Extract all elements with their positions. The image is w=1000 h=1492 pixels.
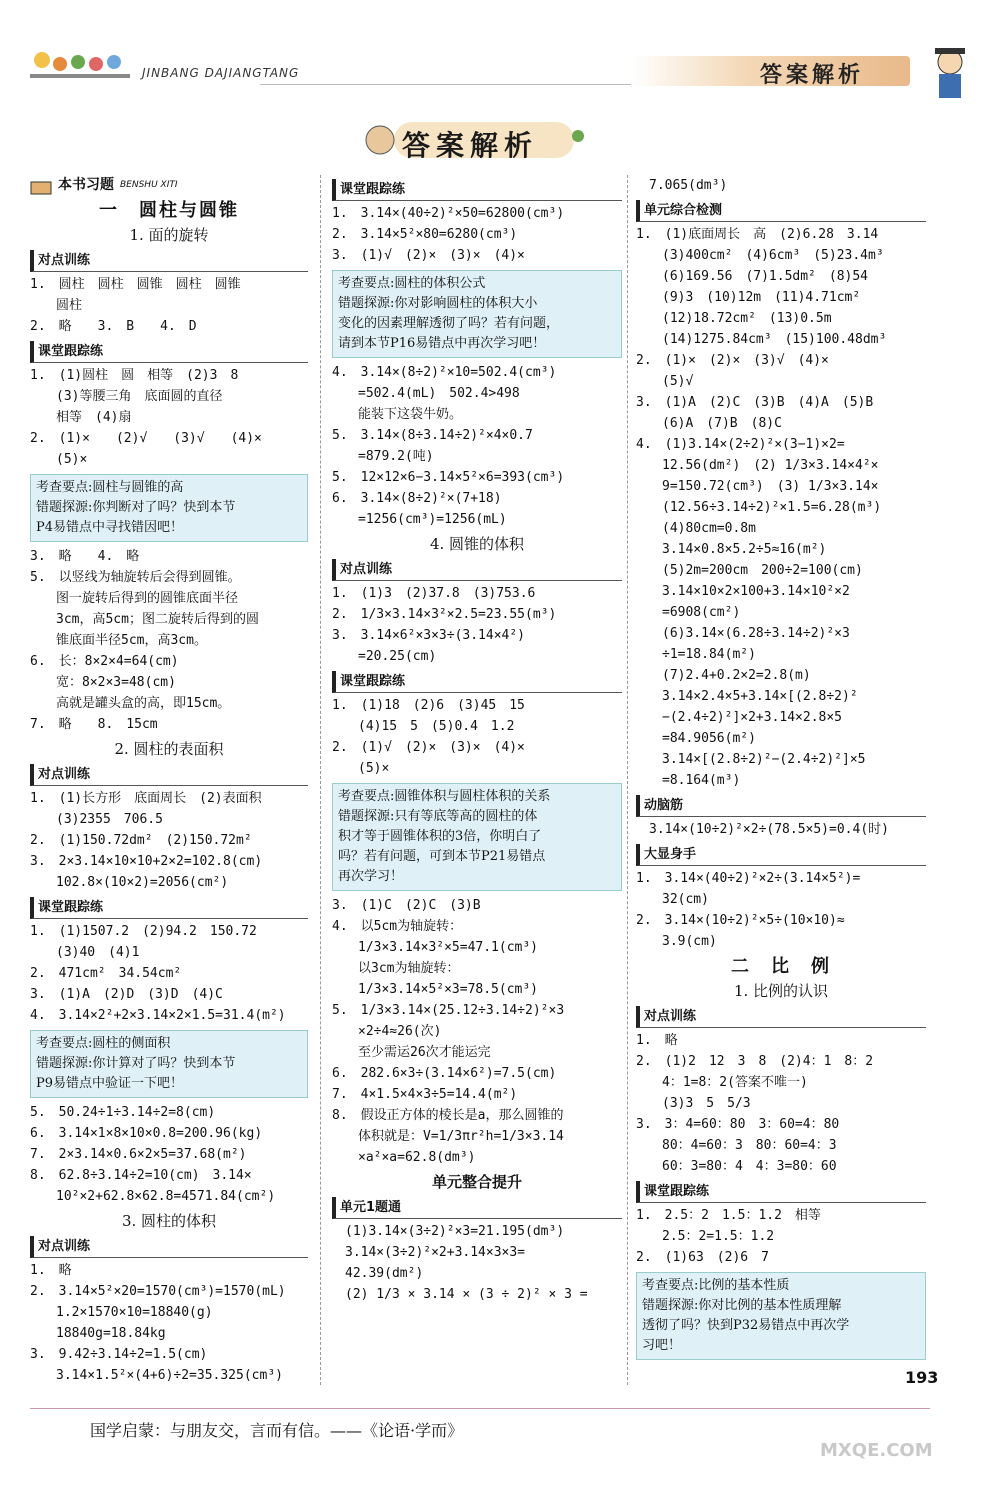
answer-line: 2. (1)√ (2)× (3)× (4)× <box>332 740 525 755</box>
tip-line: 考查要点:圆柱的侧面积 <box>36 1036 171 1051</box>
book-exercises-heading <box>30 175 308 196</box>
answer-line: 1. 略 <box>30 1263 72 1278</box>
answer-line: 宽：8×2×3=48(cm) <box>30 675 176 690</box>
answer-line: 1. (1)3 (2)37.8 (3)753.6 <box>332 586 536 601</box>
section-title: 1. 比例的认识 <box>733 982 829 1000</box>
tip-line: 吗？若有问题，可到本节P21易错点 <box>338 849 546 864</box>
answer-line: 2. (1)× (2)√ (3)√ (4)× <box>30 431 262 446</box>
answer-line: 10²×2+62.8×62.8=4571.84(cm²) <box>30 1189 276 1204</box>
answer-line: 4. 3.14×(8÷2)²×10=502.4(cm³) <box>332 365 557 380</box>
answer-line: ×2÷4≈26(次) <box>332 1024 442 1039</box>
answer-line: 1. 3.14×(40÷2)²×50=62800(cm³) <box>332 206 565 221</box>
tip-line: 透彻了吗？快到P32易错点中再次学 <box>642 1318 850 1333</box>
answer-line: 3. 2×3.14×10×10+2×2=102.8(cm) <box>30 854 263 869</box>
answer-line: 4. 以5cm为轴旋转： <box>332 919 463 934</box>
tip-line: 考查要点:圆柱的体积公式 <box>338 276 486 291</box>
section-title: 1. 面的旋转 <box>129 226 209 244</box>
answer-line: 7.065(dm³) <box>636 178 728 193</box>
answer-line: (4)80cm=0.8m <box>636 521 756 536</box>
footer-quote: 国学启蒙：与朋友交，言而有信。——《论语·学而》 <box>90 1421 464 1440</box>
answer-line: 80：4=60：3 80：60=4：3 <box>636 1138 837 1153</box>
tip-line: 错题探源:你对影响圆柱的体积大小 <box>338 296 538 311</box>
section-label: 对点训练 <box>30 250 308 272</box>
section-title: 3. 圆柱的体积 <box>121 1212 217 1230</box>
answer-line: 1. (1)18 (2)6 (3)45 15 <box>332 698 525 713</box>
tip-line: 请到本节P16易错点中再次学习吧！ <box>338 336 546 351</box>
answer-line: 1. (1)长方形 底面周长 (2)表面积 <box>30 791 262 806</box>
answer-line: ÷1=18.84(m²) <box>636 647 756 662</box>
answer-line: 1. 2.5：2 1.5：1.2 相等 <box>636 1208 821 1223</box>
answer-line: 2. 471cm² 34.54cm² <box>30 966 182 981</box>
answer-line: 5. 1/3×3.14×(25.12÷3.14÷2)²×3 <box>332 1003 565 1018</box>
answer-line: 5. 3.14×(8÷3.14÷2)²×4×0.7 <box>332 428 533 443</box>
answer-line: 4. (1)3.14×(2÷2)²×(3−1)×2= <box>636 437 845 452</box>
banner-title: 答案解析 <box>402 129 539 162</box>
answer-line: 3. 略 4. 略 <box>30 549 140 564</box>
answer-line: 8. 62.8÷3.14÷2=10(cm) 3.14× <box>30 1168 252 1183</box>
answer-line: 60：3=80：4 4：3=80：60 <box>636 1159 837 1174</box>
column-2 <box>332 175 622 1305</box>
tip-box <box>332 270 622 358</box>
answer-line: 2. 3.14×5²×80=6280(cm³) <box>332 227 518 242</box>
answer-line: =20.25(cm) <box>332 649 437 664</box>
answer-line: 8. 假设正方体的棱长是a，那么圆锥的 <box>332 1108 564 1123</box>
answer-line: (3)400cm² (4)6cm³ (5)23.4m³ <box>636 248 884 263</box>
answer-line: −(2.4÷2)²]×2+3.14×2.8×5 <box>636 710 843 725</box>
answer-line: 1. 略 <box>636 1033 678 1048</box>
tip-line: P9易错点中验证一下吧！ <box>36 1076 184 1091</box>
answer-line: 3.9(cm) <box>636 934 717 949</box>
answer-line: 7. 略 8. 15cm <box>30 717 158 732</box>
section-label: 对点训练 <box>30 764 308 786</box>
answer-line: (12)18.72cm² (13)0.5m <box>636 311 832 326</box>
answer-line: (5)× <box>30 452 88 467</box>
mascot-icon <box>925 44 975 104</box>
section-label: 对点训练 <box>30 1236 308 1258</box>
column-divider <box>627 175 628 1385</box>
section-title: 4. 圆锥的体积 <box>429 535 525 553</box>
column-1 <box>30 175 308 1386</box>
answer-line: 3. (1)A (2)C (3)B (4)A (5)B <box>636 395 874 410</box>
watermark: MXQE.COM <box>820 1440 933 1461</box>
answer-line: 6. 长：8×2×4=64(cm) <box>30 654 179 669</box>
answer-line: 1. (1)1507.2 (2)94.2 150.72 <box>30 924 257 939</box>
answer-line: (4)15 5 (5)0.4 1.2 <box>332 719 515 734</box>
tip-line: 错题探源:你计算对了吗？快到本节 <box>36 1056 236 1071</box>
answer-line: 能装下这袋牛奶。 <box>332 407 463 422</box>
column-3 <box>636 175 926 1364</box>
answer-line: 5. 50.24÷1÷3.14÷2=8(cm) <box>30 1105 216 1120</box>
answer-line: =8.164(m³) <box>636 773 741 788</box>
answer-line: =502.4(mL) 502.4>498 <box>332 386 520 401</box>
answer-line: 7. 2×3.14×0.6×2×5=37.68(m²) <box>30 1147 247 1162</box>
answer-line: =1256(cm³)=1256(mL) <box>332 512 507 527</box>
answer-line: (3)2355 706.5 <box>30 812 163 827</box>
answer-line: 1.2×1570×10=18840(g) <box>30 1305 213 1320</box>
section-label: 课堂跟踪练 <box>332 179 622 201</box>
answer-line: 102.8×(10×2)=2056(cm²) <box>30 875 229 890</box>
answer-line: 18840g=18.84kg <box>30 1326 166 1341</box>
section-label: 课堂跟踪练 <box>332 671 622 693</box>
answer-line: 以3cm为轴旋转： <box>332 961 460 976</box>
tip-line: 错题探源:你判断对了吗？快到本节 <box>36 500 236 515</box>
tip-line: 考查要点:圆柱与圆锥的高 <box>36 480 184 495</box>
tip-box <box>636 1272 926 1360</box>
answer-line: 2. (1)150.72dm² (2)150.72m² <box>30 833 252 848</box>
section-label: 大显身手 <box>636 844 926 866</box>
section-title: 单元整合提升 <box>431 1173 522 1191</box>
answer-line: 42.39(dm²) <box>332 1266 424 1281</box>
answer-line: 3. 3：4=60：80 3：60=4：80 <box>636 1117 840 1132</box>
answer-line: 2. (1)× (2)× (3)√ (4)× <box>636 353 829 368</box>
tip-line: 错题探源:只有等底等高的圆柱的体 <box>338 809 538 824</box>
tip-line: P4易错点中寻找错因吧！ <box>36 520 184 535</box>
page-number: 193 <box>905 1368 939 1387</box>
answer-line: (14)1275.84cm³ (15)100.48dm³ <box>636 332 887 347</box>
answer-line: (7)2.4+0.2×2=2.8(m) <box>636 668 811 683</box>
section-label: 动脑筋 <box>636 795 926 817</box>
answer-line: ×a²×a=62.8(dm³) <box>332 1150 476 1165</box>
tip-box <box>332 783 622 891</box>
answer-line: 体积就是：V=1/3πr²h=1/3×3.14 <box>332 1129 564 1144</box>
answer-line: 2. 1/3×3.14×3²×2.5=23.55(m³) <box>332 607 557 622</box>
section-title: 2. 圆柱的表面积 <box>114 740 224 758</box>
answer-line: 3. 3.14×6²×3×3÷(3.14×4²) <box>332 628 526 643</box>
answer-line: 6. 3.14×1×8×10×0.8=200.96(kg) <box>30 1126 263 1141</box>
section-label: 单元综合检测 <box>636 200 926 222</box>
answer-line: 6. 282.6×3÷(3.14×6²)=7.5(cm) <box>332 1066 557 1081</box>
section-label: 课堂跟踪练 <box>30 897 308 919</box>
answer-line: 3.14×[(2.8÷2)²−(2.4÷2)²]×5 <box>636 752 866 767</box>
tip-line: 考查要点:比例的基本性质 <box>642 1278 790 1293</box>
answer-line: 2. 3.14×5²×20=1570(cm³)=1570(mL) <box>30 1284 286 1299</box>
section-label: 课堂跟踪练 <box>636 1181 926 1203</box>
answer-line: 1. 3.14×(40÷2)²×2÷(3.14×5²)= <box>636 871 861 886</box>
header-divider <box>260 84 640 85</box>
answer-line: 2. (1)2 12 3 8 (2)4：1 8：2 <box>636 1054 874 1069</box>
answer-line: 3.14×2.4×5+3.14×[(2.8÷2)² <box>636 689 858 704</box>
answer-line: 5. 以竖线为轴旋转后会得到圆锥。 <box>30 570 241 585</box>
answer-line: 1. (1)底面周长 高 (2)6.28 3.14 <box>636 227 879 242</box>
answer-line: (6)3.14×(6.28÷3.14÷2)²×3 <box>636 626 850 641</box>
answer-line: =879.2(吨) <box>332 449 434 464</box>
answer-line: 1/3×3.14×5²×3=78.5(cm³) <box>332 982 539 997</box>
answer-line: (5)2m=200cm 200÷2=100(cm) <box>636 563 863 578</box>
answer-line: 3.14×0.8×5.2÷5≈16(m²) <box>636 542 827 557</box>
answer-line: (3)等腰三角 底面圆的直径 <box>30 389 223 404</box>
answer-line: (12.56÷3.14÷2)²×1.5=6.28(m³) <box>636 500 882 515</box>
tip-line: 再次学习！ <box>338 869 404 884</box>
answer-line: 图一旋转后得到的圆锥底面半径 <box>30 591 239 606</box>
column-divider <box>320 175 321 1385</box>
answer-line: 2. 3.14×(10÷2)²×5÷(10×10)≈ <box>636 913 845 928</box>
tip-line: 习吧！ <box>642 1338 682 1353</box>
answer-line: (5)√ <box>636 374 694 389</box>
tip-line: 积才等于圆锥体积的3倍，你明白了 <box>338 829 542 844</box>
answer-line: (1)3.14×(3÷2)²×3=21.195(dm³) <box>332 1224 565 1239</box>
answer-line: 圆柱 <box>30 298 83 313</box>
answer-line: 32(cm) <box>636 892 709 907</box>
book-subtitle: BENSHU XITI <box>120 180 178 190</box>
answer-line: 3. (1)√ (2)× (3)× (4)× <box>332 248 525 263</box>
answer-line: 1. 圆柱 圆柱 圆锥 圆柱 圆锥 <box>30 277 241 292</box>
tip-line: 考查要点:圆锥体积与圆柱体积的关系 <box>338 789 551 804</box>
section-label: 课堂跟踪练 <box>30 341 308 363</box>
answer-line: 3cm，高5cm；图二旋转后得到的圆 <box>30 612 259 627</box>
answer-line: 3.14×10×2×100+3.14×10²×2 <box>636 584 850 599</box>
answer-line: 1. (1)圆柱 圆 相等 (2)3 8 <box>30 368 239 383</box>
answer-line: (6)A (7)B (8)C <box>636 416 782 431</box>
tip-box <box>30 1030 308 1098</box>
answer-line: 2. 略 3. B 4. D <box>30 319 197 334</box>
answer-line: 3.14×(3÷2)²×2+3.14×3×3= <box>332 1245 526 1260</box>
book-icon <box>30 180 52 196</box>
answer-line: 4. 3.14×2²+2×3.14×2×1.5=31.4(m²) <box>30 1008 286 1023</box>
answer-line: (9)3 (10)12m (11)4.71cm² <box>636 290 861 305</box>
answer-line: 2. (1)63 (2)6 7 <box>636 1250 769 1265</box>
answer-line: 3. (1)A (2)D (3)D (4)C <box>30 987 223 1002</box>
answer-line: 高就是罐头盒的高，即15cm。 <box>30 696 231 711</box>
answer-line: 3.14×1.5²×(4+6)÷2=35.325(cm³) <box>30 1368 283 1383</box>
answer-line: 9=150.72(cm³) (3) 1/3×3.14× <box>636 479 879 494</box>
answer-line: 相等 (4)扇 <box>30 410 132 425</box>
answer-line: 至少需运26次才能运完 <box>332 1045 491 1060</box>
answer-line: 5. 12×12×6−3.14×5²×6=393(cm³) <box>332 470 565 485</box>
tip-box <box>30 474 308 542</box>
answer-line: (2) 1/3 × 3.14 × (3 ÷ 2)² × 3 = <box>332 1287 588 1302</box>
answer-line: 6. 3.14×(8÷2)²×(7+18) <box>332 491 502 506</box>
chapter-title: 一 圆柱与圆锥 <box>99 200 239 221</box>
answer-line: 7. 4×1.5×4×3÷5=14.4(m²) <box>332 1087 518 1102</box>
answer-line: 锥底面半径5cm，高3cm。 <box>30 633 207 648</box>
answer-line: (3)3 5 5/3 <box>636 1096 751 1111</box>
answer-line: =6908(cm²) <box>636 605 741 620</box>
book-title: 本书习题 <box>58 177 114 193</box>
answer-line: (3)40 (4)1 <box>30 945 140 960</box>
page-header <box>30 38 975 108</box>
answer-line: 1/3×3.14×3²×5=47.1(cm³) <box>332 940 539 955</box>
section-label: 单元1题通 <box>332 1197 622 1219</box>
chapter-title: 二 比 例 <box>731 956 831 977</box>
answer-line: 3. 9.42÷3.14÷2=1.5(cm) <box>30 1347 208 1362</box>
section-label: 对点训练 <box>332 559 622 581</box>
section-banner <box>360 118 590 162</box>
answer-line: 12.56(dm²) (2) 1/3×3.14×4²× <box>636 458 879 473</box>
footer-divider <box>30 1408 930 1409</box>
answer-line: (6)169.56 (7)1.5dm² (8)54 <box>636 269 869 284</box>
answer-line: 3.14×(10÷2)²×2÷(78.5×5)=0.4(时) <box>636 822 889 837</box>
section-label: 对点训练 <box>636 1006 926 1028</box>
tip-line: 错题探源:你对比例的基本性质理解 <box>642 1298 842 1313</box>
kids-logo-icon <box>30 44 130 84</box>
answer-line: 2.5：2=1.5：1.2 <box>636 1229 775 1244</box>
answer-line: 3. (1)C (2)C (3)B <box>332 898 481 913</box>
header-brand: JINBANG DAJIANGTANG <box>142 66 300 80</box>
answer-line: =84.9056(m²) <box>636 731 756 746</box>
tip-line: 变化的因素理解透彻了吗？若有问题， <box>338 316 560 331</box>
answer-line: (5)× <box>332 761 390 776</box>
answer-line: 4：1=8：2(答案不唯一) <box>636 1075 808 1090</box>
header-title: 答案解析 <box>760 63 865 88</box>
